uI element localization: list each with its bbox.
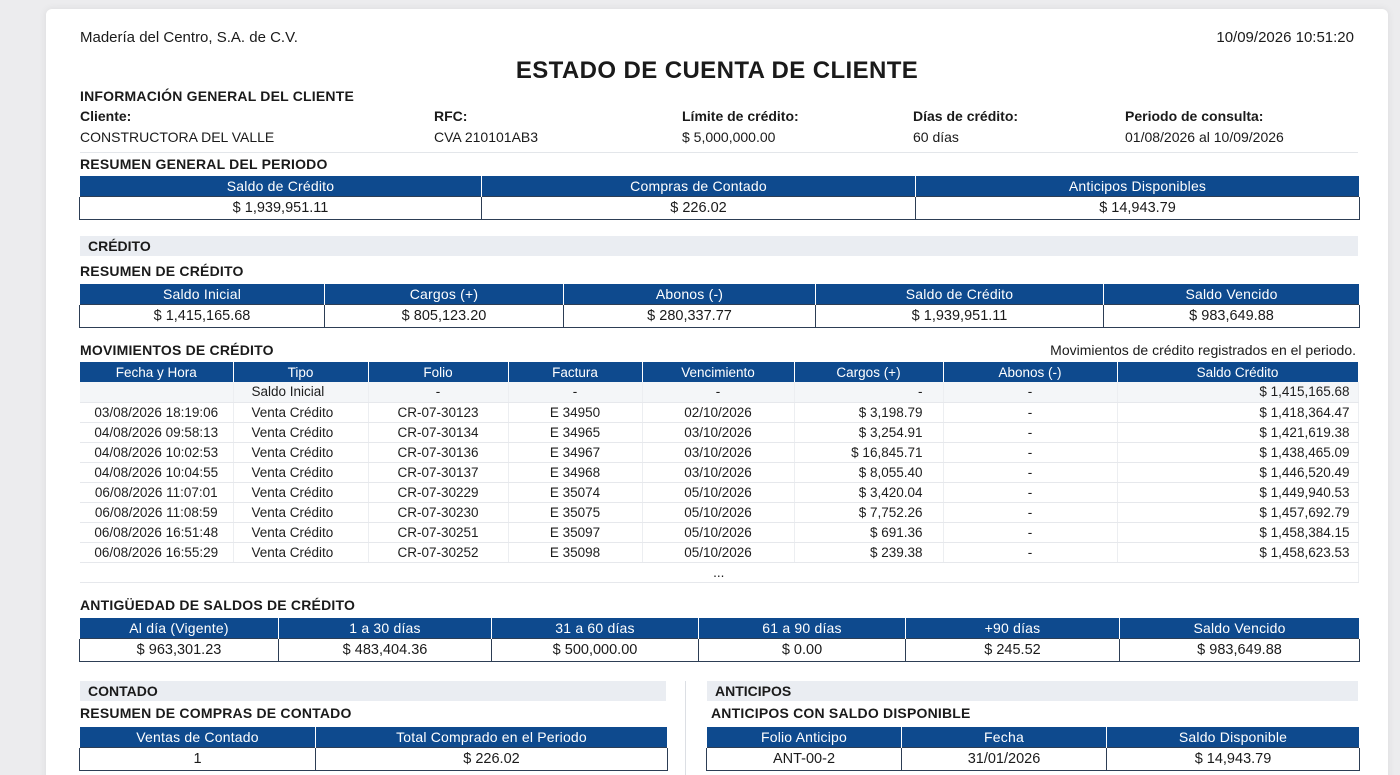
movement-datetime: 03/08/2026 18:19:06 [80,402,233,422]
movement-payment: - [943,382,1117,402]
movement-due-date: - [642,382,794,402]
credit-overdue-value: $ 983,649.88 [1104,305,1360,328]
movement-due-date: 05/10/2026 [642,482,794,502]
movement-datetime: 06/08/2026 11:07:01 [80,482,233,502]
advances-folio-value: ANT-00-2 [707,748,902,771]
aging-90plus-value: $ 245.52 [906,639,1120,662]
credit-limit-label: Límite de crédito: [682,108,799,124]
movement-charge: $ 16,845.71 [794,442,943,462]
credit-summary-table [79,283,1360,328]
cash-band [80,681,666,701]
client-label: Cliente: [80,108,132,124]
advances-band-label: ANTICIPOS [715,683,792,699]
movement-type: Venta Crédito [233,462,368,482]
advances-title: ANTICIPOS CON SALDO DISPONIBLE [711,705,971,721]
movement-invoice: E 35075 [508,502,642,522]
mv-header-balance: Saldo Crédito [1117,362,1358,382]
cash-band-label: CONTADO [88,683,158,699]
movement-row [80,462,1358,482]
summary-credit-value: $ 1,939,951.11 [80,197,482,220]
movements-table [80,362,1359,583]
movement-payment: - [943,462,1117,482]
movement-charge: $ 3,420.04 [794,482,943,502]
cash-header-sales: Ventas de Contado [80,727,316,748]
movement-balance: $ 1,421,619.38 [1117,422,1358,442]
movements-header-row [80,362,1358,382]
cash-header-total: Total Comprado en el Periodo [316,727,668,748]
credit-days-value: 60 días [913,129,959,145]
credit-initial-value: $ 1,415,165.68 [80,305,325,328]
mv-header-due: Vencimiento [642,362,794,382]
credit-header-balance: Saldo de Crédito [816,284,1104,305]
credit-balance-value: $ 1,939,951.11 [816,305,1104,328]
rfc-value: CVA 210101AB3 [434,129,539,145]
credit-header-payments: Abonos (-) [564,284,816,305]
movement-balance: $ 1,458,384.15 [1117,522,1358,542]
document-title: ESTADO DE CUENTA DE CLIENTE [515,57,919,84]
movement-due-date: 02/10/2026 [642,402,794,422]
aging-header-1-30: 1 a 30 días [279,618,492,639]
summary-header-credit: Saldo de Crédito [80,176,482,197]
movement-payment: - [943,522,1117,542]
credit-summary-title: RESUMEN DE CRÉDITO [80,263,244,279]
aging-1-30-value: $ 483,404.36 [279,639,492,662]
summary-cash-value: $ 226.02 [482,197,916,220]
movement-folio: CR-07-30251 [368,522,508,542]
column-divider [685,681,686,775]
movement-invoice: - [508,382,642,402]
mv-header-folio: Folio [368,362,508,382]
movement-datetime: 06/08/2026 16:51:48 [80,522,233,542]
aging-overdue-value: $ 983,649.88 [1120,639,1360,662]
mv-header-charges: Cargos (+) [794,362,943,382]
aging-header-61-90: 61 a 90 días [699,618,906,639]
movement-balance: $ 1,458,623.53 [1117,542,1358,562]
cash-summary-title: RESUMEN DE COMPRAS DE CONTADO [80,705,352,721]
mv-header-type: Tipo [233,362,368,382]
aging-table [79,617,1360,662]
advances-table [706,726,1360,771]
movement-charge: $ 239.38 [794,542,943,562]
movement-charge: $ 8,055.40 [794,462,943,482]
mv-header-date: Fecha y Hora [80,362,233,382]
movement-datetime: 06/08/2026 16:55:29 [80,542,233,562]
movement-datetime: 04/08/2026 10:04:55 [80,462,233,482]
movement-due-date: 03/10/2026 [642,422,794,442]
advances-band [707,681,1358,701]
movement-charge: $ 3,254.91 [794,422,943,442]
movement-folio: CR-07-30137 [368,462,508,482]
mv-header-payments: Abonos (-) [943,362,1117,382]
movement-row [80,502,1358,522]
statement-page [46,9,1388,775]
cash-sales-value: 1 [80,748,316,771]
movement-balance: $ 1,418,364.47 [1117,402,1358,422]
credit-charges-value: $ 805,123.20 [325,305,564,328]
movement-row [80,402,1358,422]
movement-datetime: 04/08/2026 10:02:53 [80,442,233,462]
movement-datetime: 06/08/2026 11:08:59 [80,502,233,522]
movement-type: Venta Crédito [233,542,368,562]
movement-payment: - [943,542,1117,562]
credit-header-overdue: Saldo Vencido [1104,284,1360,305]
rfc-label: RFC: [434,108,468,124]
movement-charge: $ 3,198.79 [794,402,943,422]
movement-folio: CR-07-30134 [368,422,508,442]
movement-due-date: 05/10/2026 [642,522,794,542]
aging-header-31-60: 31 a 60 días [492,618,699,639]
advances-header-date: Fecha [902,727,1107,748]
credit-header-initial: Saldo Inicial [80,284,325,305]
movement-type: Venta Crédito [233,502,368,522]
movement-row [80,422,1358,442]
movement-balance: $ 1,438,465.09 [1117,442,1358,462]
summary-header-cash: Compras de Contado [482,176,916,197]
movement-balance: $ 1,457,692.79 [1117,502,1358,522]
divider-line [80,152,1358,153]
movement-folio: - [368,382,508,402]
movement-balance: $ 1,446,520.49 [1117,462,1358,482]
movement-folio: CR-07-30230 [368,502,508,522]
report-timestamp: 10/09/2026 10:51:20 [1216,29,1354,46]
aging-header-overdue: Saldo Vencido [1120,618,1360,639]
movement-charge: $ 7,752.26 [794,502,943,522]
mv-header-invoice: Factura [508,362,642,382]
movement-type: Venta Crédito [233,482,368,502]
movement-due-date: 03/10/2026 [642,462,794,482]
advances-header-balance: Saldo Disponible [1107,727,1360,748]
cash-total-value: $ 226.02 [316,748,668,771]
aging-current-value: $ 963,301.23 [80,639,279,662]
aging-header-90plus: +90 días [906,618,1120,639]
movement-charge: - [794,382,943,402]
movement-folio: CR-07-30123 [368,402,508,422]
movement-row [80,482,1358,502]
period-label: Periodo de consulta: [1125,108,1264,124]
movement-folio: CR-07-30229 [368,482,508,502]
movement-type: Venta Crédito [233,442,368,462]
movements-title: MOVIMIENTOS DE CRÉDITO [80,342,274,358]
company-name: Madería del Centro, S.A. de C.V. [80,29,298,46]
summary-header-advances: Anticipos Disponibles [916,176,1360,197]
credit-days-label: Días de crédito: [913,108,1019,124]
movement-row [80,442,1358,462]
movement-payment: - [943,442,1117,462]
movement-row [80,522,1358,542]
summary-table [79,175,1360,220]
movement-type: Venta Crédito [233,522,368,542]
credit-band [80,236,1358,256]
movement-payment: - [943,502,1117,522]
client-value: CONSTRUCTORA DEL VALLE [80,129,275,145]
movement-due-date: 05/10/2026 [642,502,794,522]
summary-title: RESUMEN GENERAL DEL PERIODO [80,156,328,172]
aging-title: ANTIGÜEDAD DE SALDOS DE CRÉDITO [80,597,356,613]
aging-header-current: Al día (Vigente) [80,618,279,639]
movement-invoice: E 35074 [508,482,642,502]
movement-payment: - [943,482,1117,502]
movement-invoice: E 34968 [508,462,642,482]
movement-invoice: E 35097 [508,522,642,542]
movements-note: Movimientos de crédito registrados en el periodo. [1050,342,1356,358]
movement-invoice: E 34967 [508,442,642,462]
movement-payment: - [943,422,1117,442]
advances-header-folio: Folio Anticipo [707,727,902,748]
movement-row [80,542,1358,562]
credit-payments-value: $ 280,337.77 [564,305,816,328]
movement-datetime: 04/08/2026 09:58:13 [80,422,233,442]
movement-type: Venta Crédito [233,422,368,442]
aging-31-60-value: $ 500,000.00 [492,639,699,662]
credit-band-label: CRÉDITO [88,238,151,254]
aging-61-90-value: $ 0.00 [699,639,906,662]
movement-invoice: E 35098 [508,542,642,562]
movement-folio: CR-07-30136 [368,442,508,462]
movements-ellipsis: ... [80,562,1358,582]
movement-initial-row [80,382,1358,402]
movement-balance: $ 1,415,165.68 [1117,382,1358,402]
credit-limit-value: $ 5,000,000.00 [682,129,776,145]
movement-due-date: 03/10/2026 [642,442,794,462]
movement-invoice: E 34950 [508,402,642,422]
movement-charge: $ 691.36 [794,522,943,542]
movements-body [80,382,1358,582]
client-section-title: INFORMACIÓN GENERAL DEL CLIENTE [80,88,355,104]
movement-type: Saldo Inicial [233,382,368,402]
movement-due-date: 05/10/2026 [642,542,794,562]
credit-header-charges: Cargos (+) [325,284,564,305]
movement-balance: $ 1,449,940.53 [1117,482,1358,502]
movement-folio: CR-07-30252 [368,542,508,562]
movement-type: Venta Crédito [233,402,368,422]
period-value: 01/08/2026 al 10/09/2026 [1125,129,1284,145]
cash-summary-table [79,726,668,771]
advances-balance-value: $ 14,943.79 [1107,748,1360,771]
movement-invoice: E 34965 [508,422,642,442]
movement-payment: - [943,402,1117,422]
summary-advances-value: $ 14,943.79 [916,197,1360,220]
movement-datetime [80,382,233,402]
movements-ellipsis-row [80,562,1358,582]
advances-date-value: 31/01/2026 [902,748,1107,771]
